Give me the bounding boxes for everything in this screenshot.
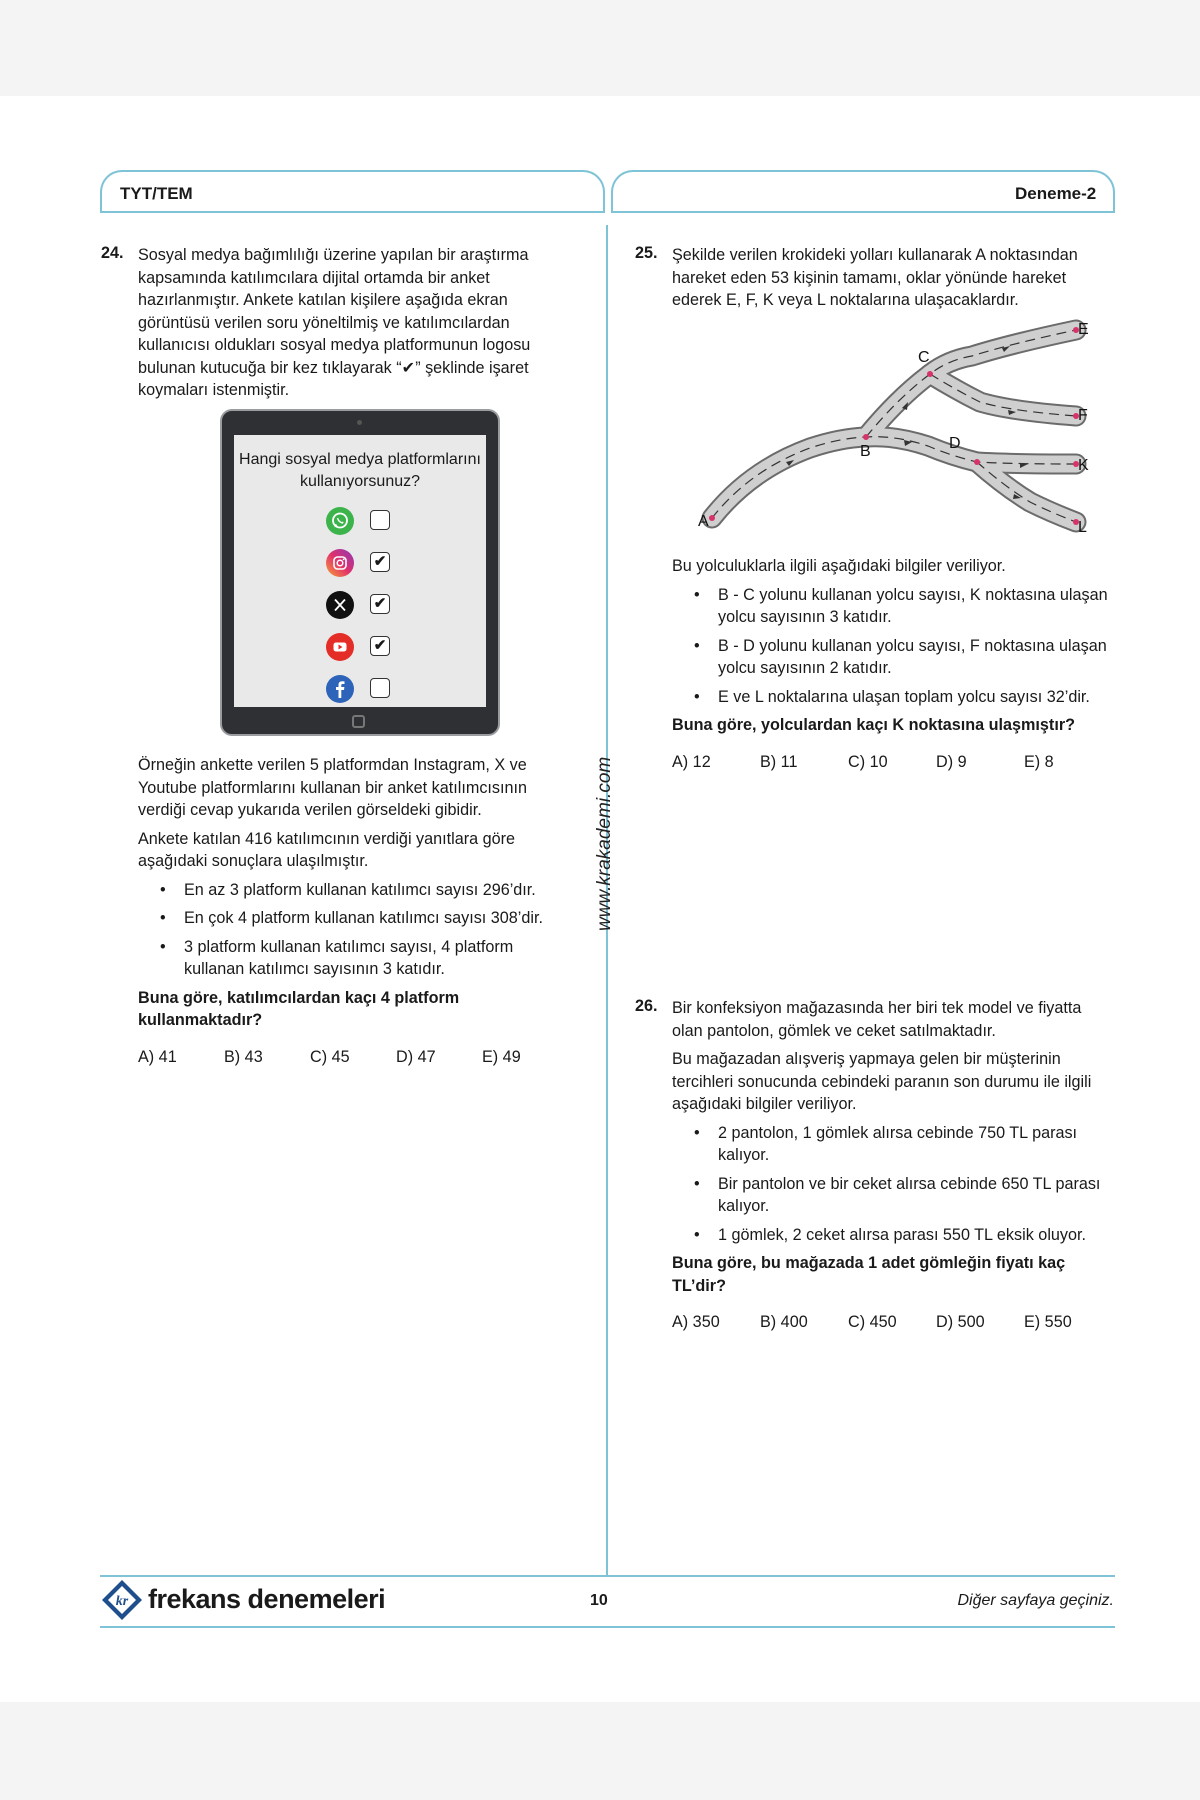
checkbox-whatsapp[interactable]	[370, 510, 390, 530]
platform-row-x	[326, 591, 406, 621]
q26-choice-e[interactable]: E) 550	[1024, 1313, 1072, 1331]
checkbox-instagram[interactable]: ✔	[370, 552, 390, 572]
q24-choices	[138, 1046, 568, 1069]
q26-choice-c[interactable]: C) 450	[848, 1313, 897, 1331]
q24-bullet-list	[138, 879, 568, 981]
label-l: L	[1078, 519, 1087, 536]
q25-bullet: • B - D yolunu kullanan yolcu sayısı, F noktasına ulaşan yolcu sayısının 2 katıdır.	[672, 635, 1112, 680]
youtube-icon	[326, 633, 354, 661]
q24-choice-a[interactable]: A) 41	[138, 1047, 177, 1066]
checkbox-youtube[interactable]: ✔	[370, 636, 390, 656]
road-sketch	[690, 310, 1110, 550]
q24-body	[138, 754, 568, 1068]
label-e: E	[1078, 321, 1089, 338]
q25-info-intro: Bu yolculuklarla ilgili aşağıdaki bilgiler veriliyor.	[672, 557, 1006, 575]
q25-bullet-list	[672, 584, 1112, 709]
point-a-marker	[709, 515, 715, 521]
footer-top-rule	[100, 1575, 1115, 1577]
next-page-note: Diğer sayfaya geçiniz.	[957, 1592, 1114, 1609]
logo-wordmark: frekans denemeleri	[148, 1584, 386, 1614]
svg-text:kr: kr	[115, 1594, 129, 1609]
q24-bullet: • En çok 4 platform kullanan katılımcı sayısı 308’dir.	[138, 907, 568, 930]
platform-row-youtube	[326, 633, 406, 663]
q25-choice-c[interactable]: C) 10	[848, 752, 888, 771]
x-icon	[326, 591, 354, 619]
q25-choices	[672, 751, 1112, 774]
q26-choices	[672, 1311, 1112, 1334]
q26-intro: Bir konfeksiyon mağazasında her biri tek model ve fiyatta olan pantolon, gömlek ve ceket satılmaktadır.	[672, 999, 1082, 1040]
checkbox-x[interactable]: ✔	[370, 594, 390, 614]
q24-choice-b[interactable]: B) 43	[224, 1047, 263, 1066]
platform-row-whatsapp	[326, 507, 406, 537]
instagram-icon	[326, 549, 354, 577]
q24-intro: Sosyal medya bağımlılığı üzerine yapılan bir araştırma kapsamında katılımcılara dijital ortamda bir anket hazırlanmıştır. Ankete katılan kişilere aşağıda ekran görüntüsü verilen soru yöneltilmiş ve katılımcılardan kullanıcısı oldukları sosyal medya platformunun logosu bulunan kutucuğa bir kez tıklayarak “✔” şeklinde işaret koymaları istenmiştir.	[138, 246, 531, 399]
watermark: www.krakademi.com	[594, 756, 615, 931]
q24-question: Buna göre, katılımcılardan kaçı 4 platform kullanmaktadır?	[138, 988, 460, 1029]
q25-question: Buna göre, yolculardan kaçı K noktasına ulaşmıştır?	[672, 716, 1076, 734]
header-left-title: TYT/TEM	[120, 184, 193, 203]
label-k: K	[1078, 457, 1089, 474]
q25-number: 25.	[635, 244, 658, 262]
q26-bullet: • 1 gömlek, 2 ceket alırsa parası 550 TL eksik oluyor.	[672, 1224, 1112, 1247]
q25-choice-e[interactable]: E) 8	[1024, 752, 1054, 771]
q24-example: Örneğin ankette verilen 5 platformdan Instagram, X ve Youtube platformlarını kullanan bir anket katılımcısının verdiği cevap yukarıda verilen görseldeki gibidir.	[138, 756, 528, 819]
q24-bullet: • 3 platform kullanan katılımcı sayısı, 4 platform kullanan katılımcı sayısının 3 katıdır.	[138, 936, 568, 981]
point-c-marker	[927, 371, 933, 377]
q24-number: 24.	[101, 244, 124, 262]
q26-choice-d[interactable]: D) 500	[936, 1313, 985, 1331]
facebook-icon	[326, 675, 354, 703]
header-left-rule	[100, 211, 605, 213]
tablet-illustration	[220, 409, 500, 736]
q26-info: Bu mağazadan alışveriş yapmaya gelen bir müşterinin tercihleri sonucunda cebindeki paranın son durumu ile ilgili aşağıdaki bilgiler veriliyor.	[672, 1050, 1092, 1113]
q26-choice-b[interactable]: B) 400	[760, 1313, 808, 1331]
label-d: D	[949, 435, 961, 452]
q25-bullet: • E ve L noktalarına ulaşan toplam yolcu sayısı 32’dir.	[672, 686, 1112, 709]
label-a: A	[698, 513, 709, 530]
q24-results-intro: Ankete katılan 416 katılımcının verdiği yanıtlara göre aşağıdaki sonuçlara ulaşılmıştır.	[138, 829, 516, 870]
logo-badge-icon	[100, 1578, 144, 1622]
footer-bottom-rule	[100, 1626, 1115, 1628]
q24-choice-e[interactable]: E) 49	[482, 1047, 521, 1066]
q24-intro-block	[138, 244, 558, 408]
q25-intro: Şekilde verilen krokideki yolları kullanarak A noktasından hareket eden 53 kişinin tamamı, oklar yönünde hareket ederek E, F, K veya L noktalarına ulaşacaklardır.	[672, 246, 1078, 309]
platform-row-facebook	[326, 675, 406, 705]
platform-row-instagram	[326, 549, 406, 579]
whatsapp-icon	[326, 507, 354, 535]
q25-choice-d[interactable]: D) 9	[936, 752, 967, 771]
checkbox-facebook[interactable]	[370, 678, 390, 698]
label-f: F	[1078, 407, 1088, 424]
survey-question: Hangi sosyal medya platformlarını kullanıyorsunuz?	[239, 451, 481, 490]
q25-choice-a[interactable]: A) 12	[672, 752, 711, 771]
q26-bullet: • 2 pantolon, 1 gömlek alırsa cebinde 750 TL parası kalıyor.	[672, 1122, 1112, 1167]
tablet-screen	[234, 435, 486, 707]
q26-question: Buna göre, bu mağazada 1 adet gömleğin fiyatı kaç TL’dir?	[672, 1254, 1066, 1295]
q26-bullet-list	[672, 1122, 1112, 1247]
q25-bullet: • B - C yolunu kullanan yolcu sayısı, K noktasına ulaşan yolcu sayısının 3 katıdır.	[672, 584, 1112, 629]
tablet-home-button	[352, 715, 365, 728]
label-c: C	[918, 349, 930, 366]
page-number: 10	[590, 1592, 608, 1609]
q25-intro-block	[672, 244, 1112, 318]
header-right-rule	[611, 211, 1115, 213]
q25-choice-b[interactable]: B) 11	[760, 752, 798, 771]
q26-bullet: • Bir pantolon ve bir ceket alırsa cebinde 650 TL parası kalıyor.	[672, 1173, 1112, 1218]
label-b: B	[860, 443, 871, 460]
q24-choice-c[interactable]: C) 45	[310, 1047, 350, 1066]
tablet-camera	[357, 420, 362, 425]
q26-choice-a[interactable]: A) 350	[672, 1313, 720, 1331]
frekans-logo	[100, 1578, 400, 1622]
q26-number: 26.	[635, 997, 658, 1015]
point-b-marker	[863, 434, 869, 440]
header-right-title: Deneme-2	[1015, 184, 1097, 203]
q25-body	[672, 555, 1112, 773]
q24-bullet: • En az 3 platform kullanan katılımcı sayısı 296’dır.	[138, 879, 568, 902]
q26-body	[672, 997, 1112, 1334]
point-d-marker	[974, 459, 980, 465]
q24-choice-d[interactable]: D) 47	[396, 1047, 436, 1066]
